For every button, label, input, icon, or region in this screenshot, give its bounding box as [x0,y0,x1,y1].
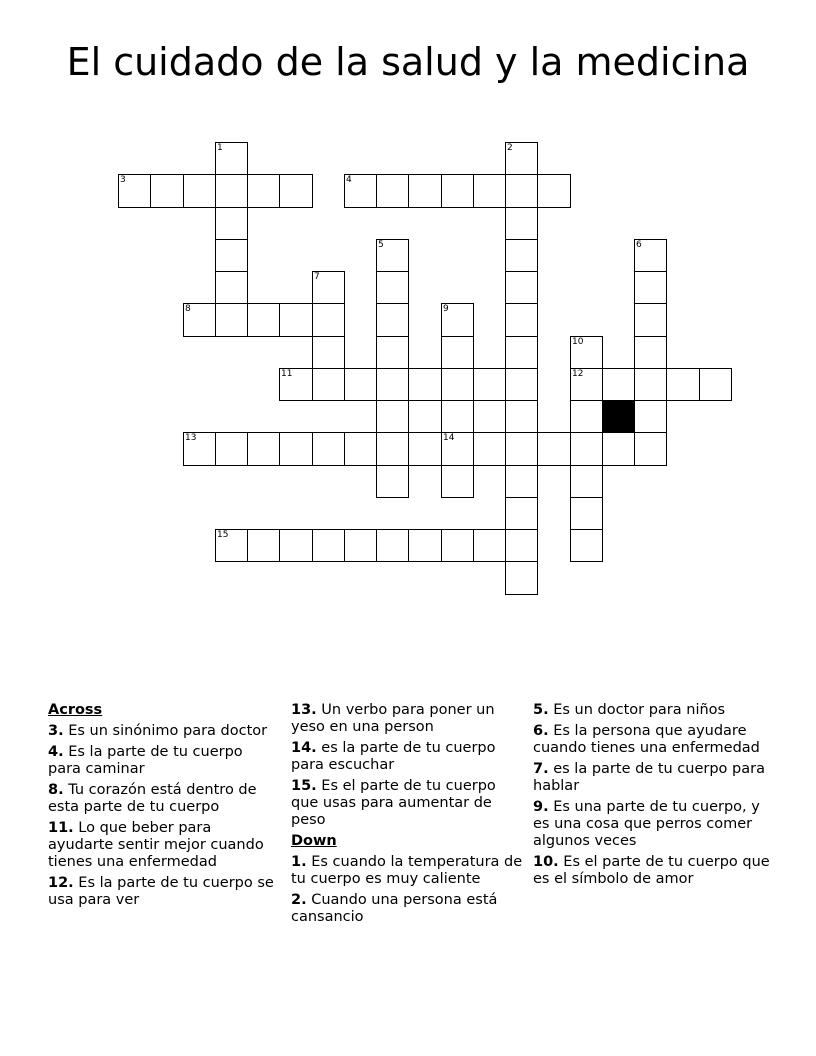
grid-cell[interactable] [215,432,248,466]
grid-cell[interactable] [376,465,409,498]
clue-item [291,778,525,829]
grid-cell[interactable] [602,368,635,401]
clue-item-text: es la parte de tu cuerpo para hablar [533,761,765,794]
clues-column-2 [291,702,525,930]
grid-cell[interactable] [312,432,345,466]
grid-cell[interactable] [570,465,603,498]
clue-item-number: 9. [533,799,549,815]
grid-cell[interactable] [408,432,442,466]
clue-item-text: Lo que beber para ayudarte sentir mejor cuando tienes una enfermedad [48,820,264,870]
grid-cell[interactable] [570,400,603,433]
clue-item [533,854,773,888]
down-heading: Down [291,833,337,849]
clue-item-number: 14. [291,740,317,756]
grid-cell[interactable] [441,465,474,498]
clue-item [48,875,280,909]
grid-cell[interactable] [215,142,248,175]
grid-cell[interactable] [344,368,377,401]
clue-item [291,854,525,888]
clue-item [48,782,280,816]
grid-cell[interactable] [441,529,474,562]
grid-cell[interactable] [344,529,377,562]
grid-cell[interactable] [118,174,151,208]
clue-item [291,702,525,736]
grid-cell[interactable] [441,400,474,433]
clue-item [48,723,280,740]
clue-item-text: Es un sinónimo para doctor [68,723,268,739]
grid-cell[interactable] [183,303,216,337]
grid-cell[interactable] [634,239,667,272]
grid-cell[interactable] [634,400,667,433]
grid-cell[interactable] [473,368,506,401]
grid-cell[interactable] [441,303,474,337]
clue-item [533,702,773,719]
clue-item-number: 2. [291,892,307,908]
grid-cell[interactable] [408,368,442,401]
grid-cell[interactable] [376,336,409,369]
grid-cell[interactable] [279,174,313,208]
grid-cell[interactable] [666,368,700,401]
grid-cell[interactable] [505,368,538,401]
grid-cell[interactable] [376,400,409,433]
clue-item [48,820,280,871]
clue-item [533,799,773,850]
grid-cell[interactable] [215,529,248,562]
grid-cell[interactable] [215,207,248,240]
clue-number: 15 [217,530,229,540]
grid-cell[interactable] [537,174,571,208]
grid-cell[interactable] [376,271,409,304]
grid-cell[interactable] [312,336,345,369]
grid-cell[interactable] [376,529,409,562]
clues-column-1 [48,702,280,913]
grid-cell[interactable] [247,432,280,466]
grid-cell[interactable] [473,529,506,562]
clue-item-number: 13. [291,702,317,718]
grid-cell[interactable] [215,303,248,337]
clue-number: 5 [378,240,384,250]
grid-cell[interactable] [376,239,409,272]
grid-cell[interactable] [634,368,667,401]
clue-number: 10 [572,337,584,347]
grid-cell[interactable] [247,303,280,337]
clue-number: 11 [281,369,293,379]
grid-cell[interactable] [699,368,732,401]
grid-cell[interactable] [570,432,603,466]
clue-item [533,761,773,795]
grid-cell[interactable] [570,529,603,562]
clue-item-text: Es la parte de tu cuerpo para caminar [48,744,243,777]
grid-cell[interactable] [505,303,538,337]
grid-cell[interactable] [279,529,313,562]
grid-cell[interactable] [473,432,506,466]
grid-cell[interactable] [505,271,538,304]
grid-cell[interactable] [312,303,345,337]
grid-cell[interactable] [215,174,248,208]
clue-item-text: Es un doctor para niños [553,702,726,718]
grid-cell[interactable] [634,303,667,337]
clue-number: 9 [443,304,449,314]
clue-number: 7 [314,272,320,282]
grid-cell[interactable] [505,465,538,498]
across-heading: Across [48,702,103,718]
clue-item-text: Es una parte de tu cuerpo, y es una cosa que perros comer algunos veces [533,799,760,849]
clue-number: 12 [572,369,584,379]
grid-cell[interactable] [344,174,377,208]
grid-cell[interactable] [279,432,313,466]
grid-cell[interactable] [441,174,474,208]
clue-item-number: 3. [48,723,64,739]
clue-item-number: 6. [533,723,549,739]
grid-cell[interactable] [570,336,603,369]
grid-cell[interactable] [505,497,538,530]
grid-cell[interactable] [150,174,184,208]
grid-cell[interactable] [505,239,538,272]
clue-item-text: Cuando una persona está cansancio [291,892,498,925]
grid-cell[interactable] [376,174,409,208]
grid-cell[interactable] [279,368,313,401]
clue-item [291,740,525,774]
grid-cell[interactable] [634,336,667,369]
grid-cell[interactable] [505,207,538,240]
grid-cell[interactable] [215,271,248,304]
grid-cell[interactable] [279,303,313,337]
clue-item-number: 7. [533,761,549,777]
grid-cell[interactable] [505,400,538,433]
grid-cell[interactable] [408,174,442,208]
clue-item-number: 4. [48,744,64,760]
black-cell [602,400,635,433]
grid-cell[interactable] [215,239,248,272]
clues-column-3 [533,702,773,892]
grid-cell[interactable] [505,336,538,369]
clue-number: 2 [507,143,513,153]
grid-cell[interactable] [183,174,216,208]
grid-cell[interactable] [408,529,442,562]
grid-cell[interactable] [634,432,667,466]
grid-cell[interactable] [537,432,571,466]
clue-item-number: 12. [48,875,74,891]
grid-cell[interactable] [570,497,603,530]
grid-cell[interactable] [473,174,506,208]
grid-cell[interactable] [376,368,409,401]
clue-item-text: Es el parte de tu cuerpo que es el símbolo de amor [533,854,770,887]
clue-item-text: es la parte de tu cuerpo para escuchar [291,740,496,773]
grid-cell[interactable] [344,432,377,466]
grid-cell[interactable] [312,529,345,562]
grid-cell[interactable] [570,368,603,401]
grid-cell[interactable] [247,174,280,208]
clue-item-text: Es el parte de tu cuerpo que usas para aumentar de peso [291,778,496,828]
grid-cell[interactable] [634,271,667,304]
clue-item [533,723,773,757]
clue-item-text: Tu corazón está dentro de esta parte de tu cuerpo [48,782,257,815]
clue-item-text: Es la persona que ayudare cuando tienes una enfermedad [533,723,760,756]
clue-number: 14 [443,433,455,443]
clue-number: 3 [120,175,126,185]
clue-item [291,892,525,926]
grid-cell[interactable] [376,432,409,466]
puzzle-title: El cuidado de la salud y la medicina [66,40,750,84]
clue-item-number: 10. [533,854,559,870]
clue-item-text: Es la parte de tu cuerpo se usa para ver [48,875,274,908]
clue-item-number: 5. [533,702,549,718]
clue-item-number: 11. [48,820,74,836]
clue-number: 4 [346,175,352,185]
clue-item [48,744,280,778]
grid-cell[interactable] [247,529,280,562]
clue-item-text: Es cuando la temperatura de tu cuerpo es muy caliente [291,854,523,887]
grid-cell[interactable] [505,432,538,466]
grid-cell[interactable] [441,432,474,466]
clue-number: 6 [636,240,642,250]
grid-cell[interactable] [602,432,635,466]
grid-cell[interactable] [441,368,474,401]
grid-cell[interactable] [441,336,474,369]
clue-number: 8 [185,304,191,314]
grid-cell[interactable] [183,432,216,466]
grid-cell[interactable] [312,368,345,401]
grid-cell[interactable] [312,271,345,304]
clue-item-text: Un verbo para poner un yeso en una person [291,702,495,735]
clue-number: 13 [185,433,197,443]
clue-number: 1 [217,143,223,153]
grid-cell[interactable] [505,529,538,562]
clue-item-number: 1. [291,854,307,870]
clue-item-number: 15. [291,778,317,794]
grid-cell[interactable] [505,174,538,208]
grid-cell[interactable] [505,561,538,595]
grid-cell[interactable] [376,303,409,337]
grid-cell[interactable] [505,142,538,175]
clue-item-number: 8. [48,782,64,798]
